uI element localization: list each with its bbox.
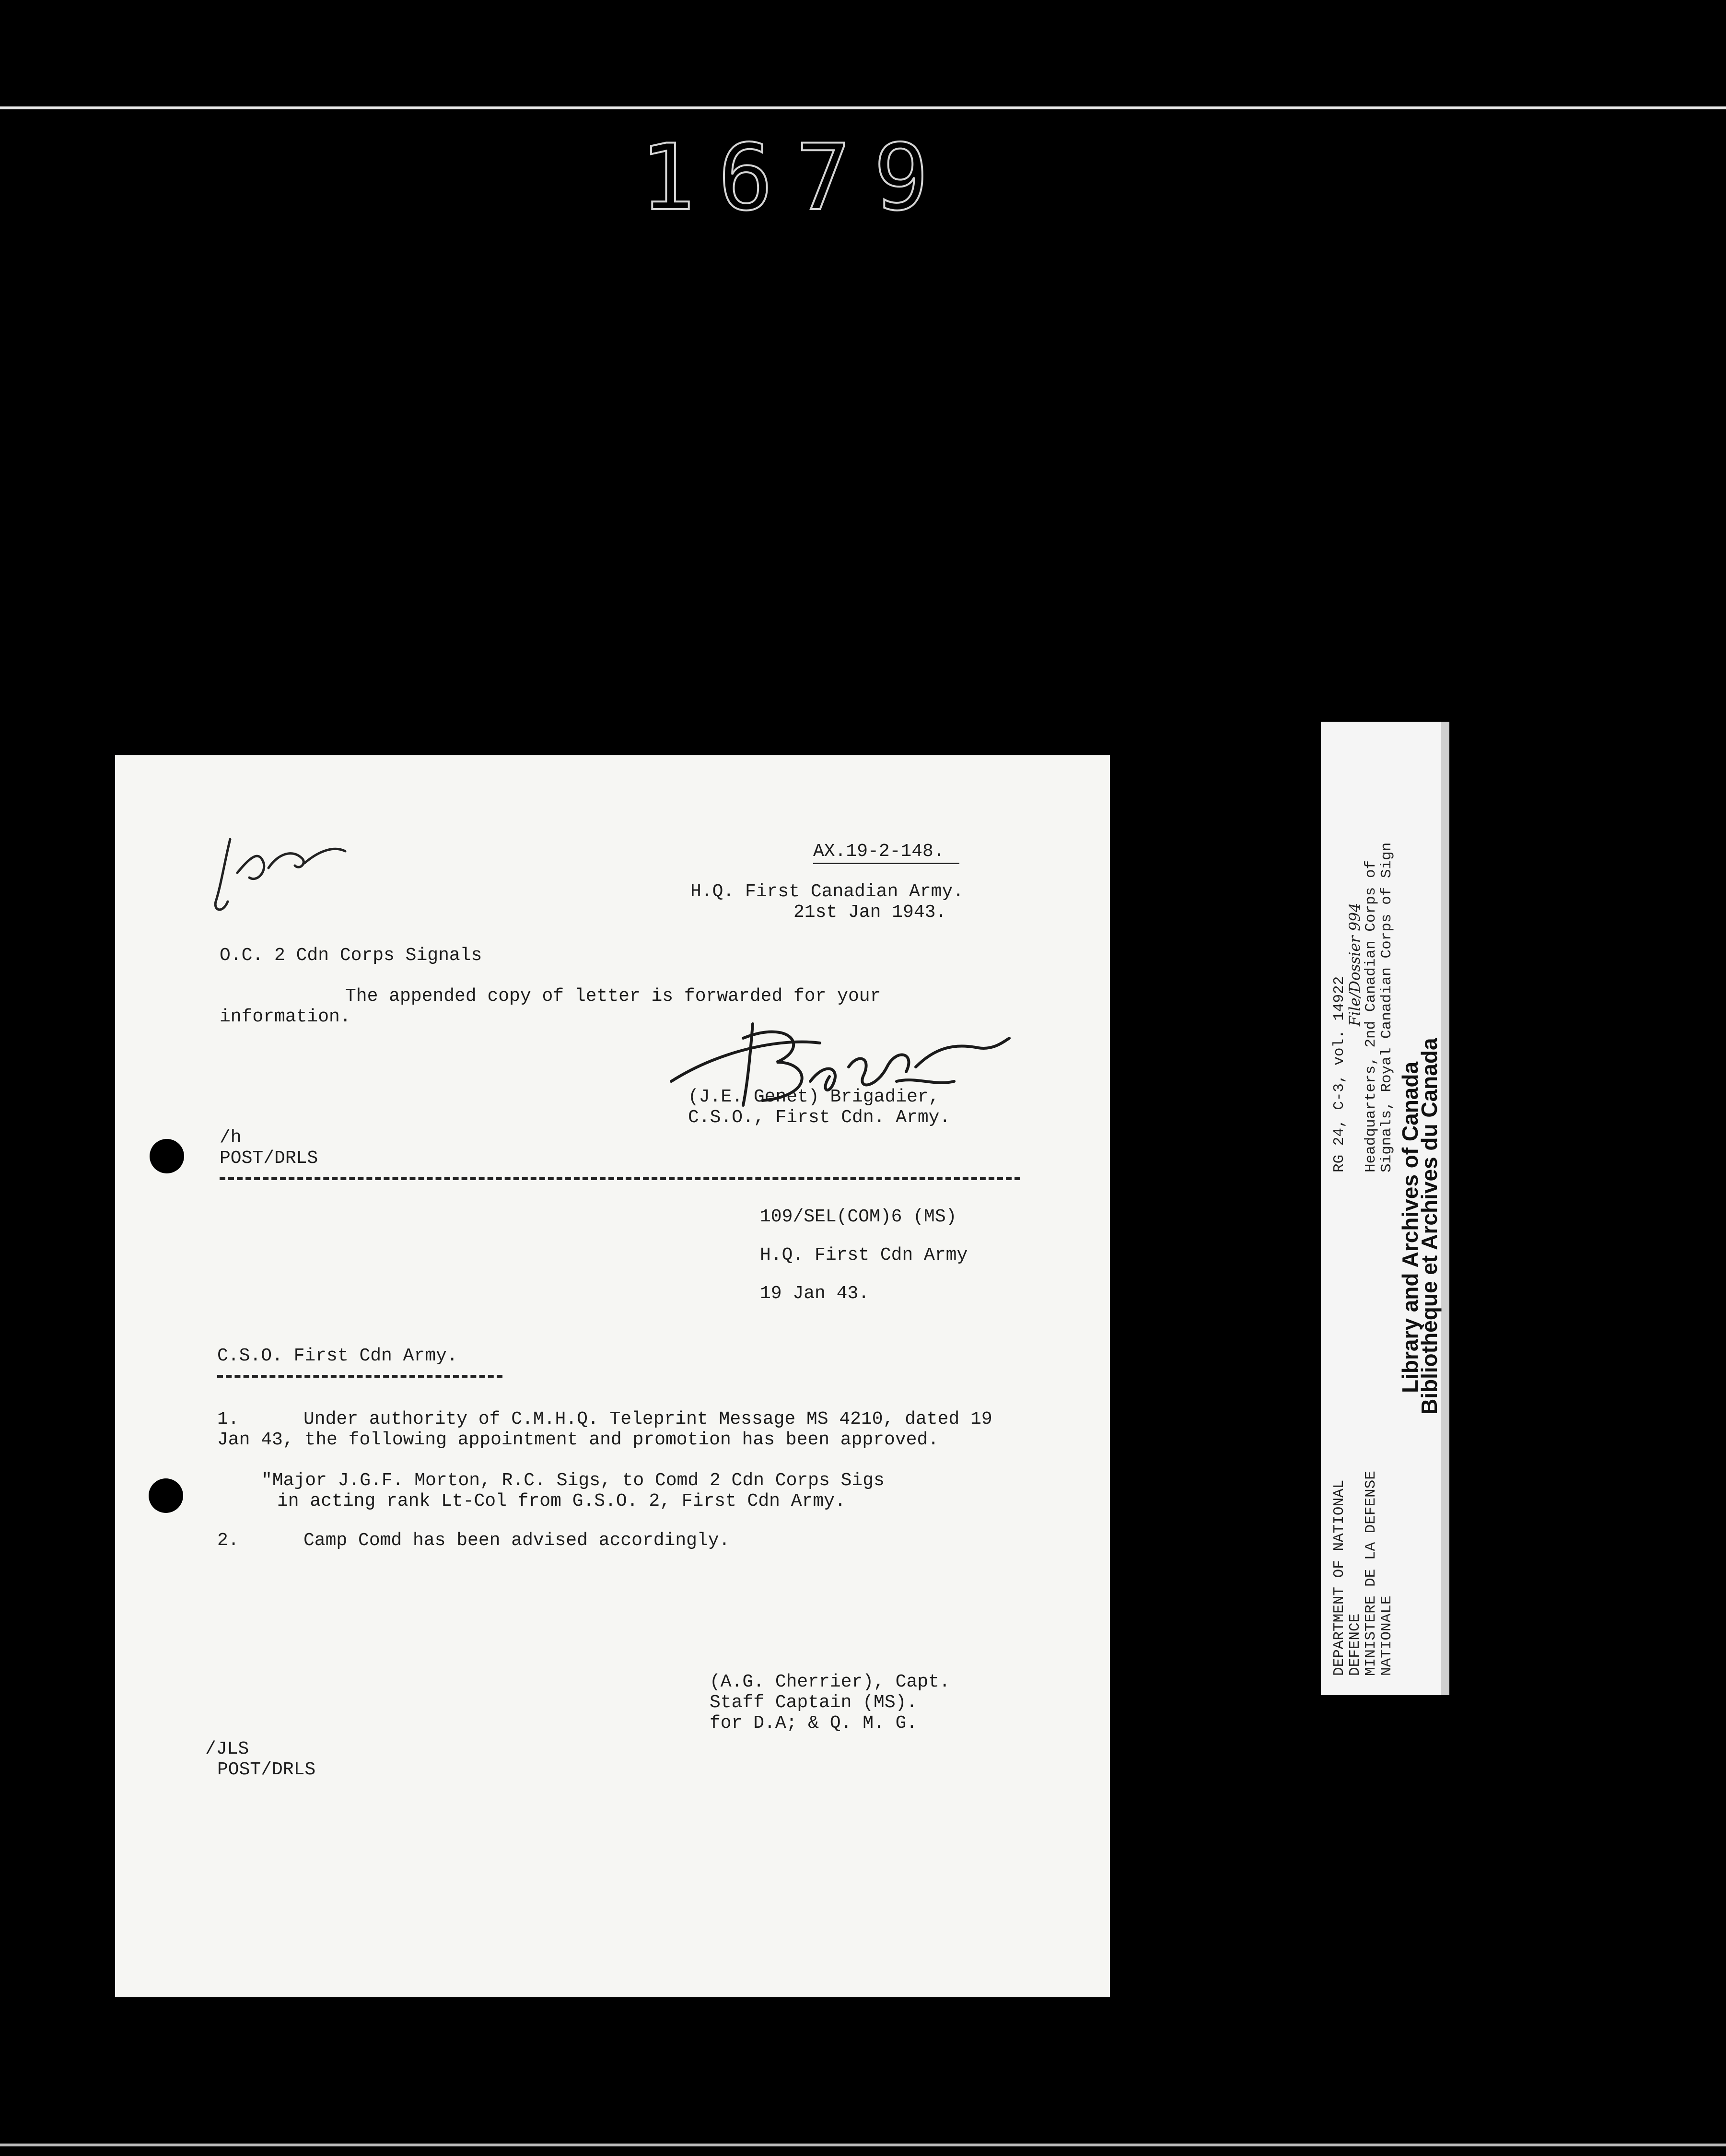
letter-addressee: O.C. 2 Cdn Corps Signals [220,945,482,966]
letter-signature-line2: C.S.O., First Cdn. Army. [688,1107,951,1128]
reel-number: 1679 [640,125,952,231]
archive-dept-line2: DEFENCE [1347,1613,1364,1676]
addressee-dashed-underline [217,1375,502,1378]
archive-dept-line4: NATIONALE [1378,1595,1395,1676]
archive-title-line2: Signals, Royal Canadian Corps of Sign [1378,842,1395,1172]
archive-file-number: File/Dossier 994 [1346,902,1364,1026]
enclosure-reference: 109/SEL(COM)6 (MS) [760,1207,957,1227]
file-reference: AX.19-2-148. [813,841,945,862]
enclosure-signature-line3: for D.A; & Q. M. G. [710,1713,918,1734]
letter-body-line2: information. [220,1007,351,1027]
paragraph-1-line2: Jan 43, the following appointment and promotion has been approved. [217,1430,939,1450]
enclosure-signature-line2: Staff Captain (MS). [710,1692,918,1713]
film-frame-line [0,106,1726,109]
letter-distribution-line1: /h [220,1127,242,1148]
film-frame-top [0,0,1726,109]
enclosure-signature-line1: (A.G. Cherrier), Capt. [710,1672,950,1692]
archive-rg-reference: RG 24, C-3, vol. 14922 [1331,976,1348,1172]
paragraph-2-number: 2. [217,1530,239,1551]
letter-date: 21st Jan 1943. [793,902,947,923]
handwritten-initials [211,830,355,932]
lac-name-english: Library and Archives of Canada [1398,1061,1423,1393]
paragraph-2-text: Camp Comd has been advised accordingly. [303,1530,730,1551]
quote-line2: in acting rank Lt-Col from G.S.O. 2, First Cdn Army. [277,1491,846,1512]
paragraph-1-line1: Under authority of C.M.H.Q. Teleprint Message MS 4210, dated 19 [303,1409,992,1430]
quote-line1: "Major J.G.F. Morton, R.C. Sigs, to Comd 2 Cdn Corps Sigs [261,1470,885,1491]
dashed-separator [220,1177,1020,1180]
film-frame-bottom-line [0,2144,1726,2146]
archive-dept-line1: DEPARTMENT OF NATIONAL [1331,1479,1348,1676]
document-page [115,755,1110,1997]
archive-title-line1: Headquarters, 2nd Canadian Corps of [1363,860,1379,1172]
letter-signature-line1: (J.E. Genet) Brigadier, [688,1087,940,1107]
letter-distribution-line2: POST/DRLS [220,1148,318,1169]
punch-hole [150,1139,184,1173]
lac-name-french: Bibliothèque et Archives du Canada [1417,1038,1442,1415]
enclosure-hq: H.Q. First Cdn Army [760,1245,968,1265]
archive-dept-line3: MINISTERE DE LA DEFENSE [1363,1471,1379,1676]
punch-hole [149,1478,183,1513]
paragraph-1-number: 1. [217,1409,239,1430]
archive-label [1321,722,1449,1695]
enclosure-addressee: C.S.O. First Cdn Army. [217,1346,458,1366]
enclosure-date: 19 Jan 43. [760,1283,870,1304]
enclosure-distribution-line2: POST/DRLS [217,1759,316,1780]
letter-body-line1: The appended copy of letter is forwarded for your [345,986,881,1007]
letter-hq: H.Q. First Canadian Army. [690,881,964,902]
enclosure-distribution-line1: /JLS [205,1739,249,1759]
file-reference-underline [813,863,959,864]
